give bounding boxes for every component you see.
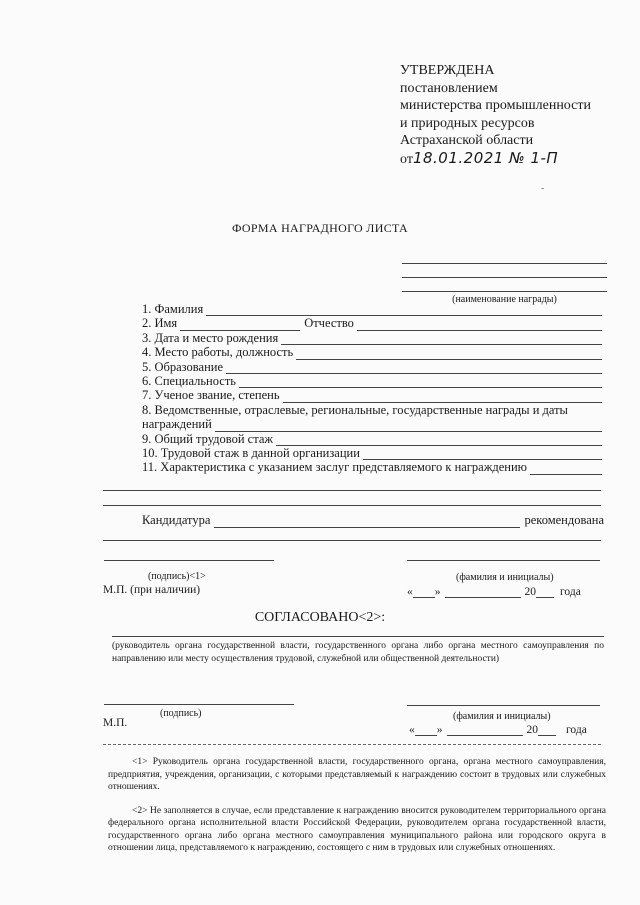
field-education	[142, 360, 602, 374]
month-input-line[interactable]	[445, 587, 521, 598]
field-workplace	[142, 345, 602, 359]
field-degree	[142, 388, 602, 402]
date-quote: «	[407, 586, 413, 598]
field-label: 6. Специальность	[142, 374, 237, 389]
footnotes	[108, 756, 606, 855]
field-total-experience	[142, 432, 602, 446]
characteristic-input-line[interactable]	[530, 463, 602, 475]
total-experience-input-line[interactable]	[276, 434, 602, 446]
degree-input-line[interactable]	[283, 391, 602, 403]
field-label: 2. Имя	[142, 316, 178, 331]
award-name-line[interactable]	[402, 250, 607, 264]
characteristic-line[interactable]	[103, 490, 601, 491]
field-label: 11. Характеристика с указанием заслуг представляемого к награждению	[142, 460, 527, 475]
field-label: 10. Трудовой стаж в данной организации	[142, 446, 360, 461]
candidacy-label: Кандидатура	[142, 513, 211, 527]
field-label: 7. Ученое звание, степень	[142, 388, 280, 403]
stamp-label: М.П. (при наличии)	[103, 584, 201, 596]
date-row	[409, 724, 587, 736]
scan-mark: -	[541, 183, 545, 194]
approval-line-4: и природных ресурсов	[400, 115, 535, 131]
field-awards	[142, 403, 602, 417]
speciality-input-line[interactable]	[239, 376, 602, 388]
award-name-line[interactable]	[402, 264, 607, 278]
award-name-line[interactable]	[402, 278, 607, 292]
approval-date-line	[400, 150, 630, 169]
candidacy-end: рекомендована	[524, 513, 604, 527]
org-experience-input-line[interactable]	[363, 448, 602, 460]
form-fields	[142, 302, 602, 475]
education-input-line[interactable]	[226, 362, 602, 374]
footnote-2: <2> Не заполняется в случае, если представление к награждению вносится руководителем территориального органа федерального органа исполнительной власти Российской Федерации, руководителем органа государственной власти, государственного органа либо органа местного самоуправления муниципального района или городского округа в отношении лица, представляемого к награждению, состоящего с ним в трудовых или служебных отношениях.	[108, 805, 606, 853]
date-suffix: года	[560, 586, 581, 598]
award-name-caption: (наименование награды)	[452, 294, 557, 305]
field-label: Отчество	[304, 316, 354, 331]
year-input-line[interactable]	[538, 725, 556, 736]
stamp-label: М.П.	[103, 717, 128, 729]
day-input-line[interactable]	[415, 725, 437, 736]
field-birth	[142, 331, 602, 345]
agreed-caption: (руководитель органа государственной власти, государственного органа либо органа местного самоуправления по направлению или месту осуществления трудовой, служебной или общественной деятельности)	[112, 641, 604, 664]
month-input-line[interactable]	[447, 725, 523, 736]
approval-line-2: постановлением	[400, 80, 498, 96]
approval-date-prefix: от	[400, 151, 413, 167]
field-label: 8. Ведомственные, отраслевые, региональные, государственные награды и даты	[142, 402, 568, 417]
field-label: 3. Дата и место рождения	[142, 330, 279, 345]
fio-line[interactable]	[407, 560, 600, 561]
footnote-1: <1> Руководитель органа государственной власти, государственного органа, органа местного самоуправления, предприятия, учреждения, организации, с которыми представляемый к награждению состоит в трудовых или служебных отношениях.	[108, 757, 606, 792]
date-quote: «	[409, 724, 415, 736]
agreed-title: СОГЛАСОВАНО<2>:	[254, 610, 386, 625]
award-name-block	[402, 250, 607, 305]
candidacy-line[interactable]	[103, 540, 601, 541]
date-quote: »	[434, 586, 441, 598]
signature-caption: (подпись)	[160, 708, 202, 719]
candidacy-input-line[interactable]	[214, 516, 520, 528]
field-name-patronymic	[142, 316, 602, 330]
surname-input-line[interactable]	[206, 304, 602, 316]
birth-input-line[interactable]	[281, 333, 602, 345]
field-label: 5. Образование	[142, 359, 224, 374]
name-input-line[interactable]	[180, 319, 300, 331]
field-label: награждений	[142, 417, 212, 432]
field-org-experience	[142, 446, 602, 460]
date-year: 20	[524, 586, 536, 598]
approval-title: УТВЕРЖДЕНА	[400, 63, 495, 78]
footnote-separator	[103, 744, 601, 745]
approval-line-3: министерства промышленности	[400, 98, 591, 113]
approval-stamp	[400, 62, 630, 168]
date-quote: »	[436, 724, 443, 736]
awards-input-line[interactable]	[215, 420, 602, 432]
characteristic-line[interactable]	[103, 505, 601, 506]
field-awards-cont	[142, 417, 602, 431]
fio-caption: (фамилия и инициалы)	[456, 572, 554, 583]
field-characteristic	[142, 460, 602, 474]
handwritten-date-number: 18.01.2021 № 1-П	[412, 148, 559, 167]
signature-line[interactable]	[104, 560, 274, 561]
signature-line[interactable]	[104, 704, 294, 705]
patronymic-input-line[interactable]	[357, 319, 602, 331]
date-year: 20	[526, 724, 538, 736]
fio-caption: (фамилия и инициалы)	[453, 711, 551, 722]
field-label: 4. Место работы, должность	[142, 345, 294, 360]
signature-caption: (подпись)<1>	[148, 571, 206, 582]
approval-line-5: Астраханской области	[400, 133, 534, 148]
fio-line[interactable]	[407, 705, 600, 706]
field-speciality	[142, 374, 602, 388]
agreed-line[interactable]	[112, 636, 604, 637]
candidacy-row	[142, 513, 604, 528]
field-surname	[142, 302, 602, 316]
field-label: 9. Общий трудовой стаж	[142, 431, 274, 446]
form-title: ФОРМА НАГРАДНОГО ЛИСТА	[231, 221, 408, 235]
date-suffix: года	[566, 724, 587, 736]
field-label: 1. Фамилия	[142, 302, 204, 316]
date-row	[407, 586, 581, 598]
year-input-line[interactable]	[536, 587, 554, 598]
day-input-line[interactable]	[413, 587, 435, 598]
workplace-input-line[interactable]	[296, 348, 602, 360]
